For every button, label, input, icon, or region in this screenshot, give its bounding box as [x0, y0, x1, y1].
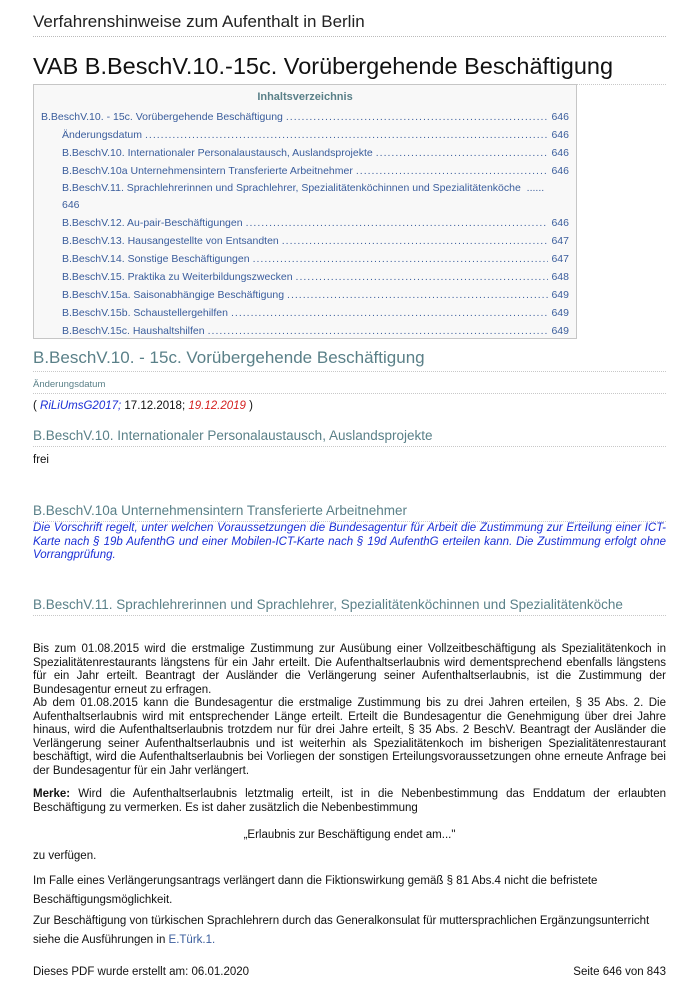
toc-entry[interactable]: [41, 322, 569, 340]
toc-entry-page: 646: [551, 111, 569, 123]
toc-entry-label: B.BeschV.13. Hausangestellte von Entsandten: [62, 235, 279, 247]
toc-entry[interactable]: [41, 232, 569, 250]
section-heading-10: B.BeschV.10. Internationaler Personalaustausch, Auslandsprojekte: [33, 428, 666, 447]
toc-entry[interactable]: [41, 268, 569, 286]
toc-entry-page: 646: [551, 165, 569, 177]
section-11-fiktion: Im Falle eines Verlängerungsantrags verlängert dann die Fiktionswirkung gemäß § 81 Abs.4 nicht die befristete Beschäftigungsmöglichkeit.: [33, 875, 598, 906]
running-header: Verfahrenshinweise zum Aufenthalt in Berlin: [33, 12, 666, 37]
toc-entry-dots: ......: [526, 182, 545, 194]
toc-entry-page: 648: [551, 271, 569, 283]
toc-entry-label: B.BeschV.15. Praktika zu Weiterbildungszwecken: [62, 271, 293, 283]
toc-entry[interactable]: [41, 144, 569, 162]
ref-rilisumsg[interactable]: RiLiUmsG2017;: [40, 400, 122, 412]
section-10-body: frei: [33, 454, 49, 466]
quote-line: „Erlaubnis zur Beschäftigung endet am...": [243, 829, 456, 841]
toc-entry[interactable]: [41, 304, 569, 322]
toc-entry[interactable]: [41, 126, 569, 144]
toc-entry-page: 646: [551, 147, 569, 159]
toc-entry-page: 649: [551, 307, 569, 319]
section-heading-main: B.BeschV.10. - 15c. Vorübergehende Beschäftigung: [33, 348, 666, 372]
toc-entry[interactable]: [41, 214, 569, 232]
aenderungsdatum-line: ( RiLiUmsG2017; 17.12.2018; 19.12.2019 ): [33, 400, 253, 412]
footer-created: Dieses PDF wurde erstellt am: 06.01.2020: [33, 966, 250, 978]
toc-entry[interactable]: [41, 286, 569, 304]
table-of-contents: [33, 84, 577, 339]
toc-heading: Inhaltsverzeichnis: [257, 91, 353, 103]
toc-entry-page: 646: [62, 199, 80, 211]
toc-entry-label: B.BeschV.10. Internationaler Personalaustausch, Auslandsprojekte: [62, 147, 373, 159]
toc-entry-label: B.BeschV.12. Au-pair-Beschäftigungen: [62, 217, 243, 229]
link-e-tuerk-1[interactable]: E.Türk.1.: [168, 934, 216, 946]
toc-entry-label: Änderungsdatum: [62, 129, 142, 141]
toc-entry-page: 647: [551, 235, 569, 247]
toc-entry-page: 649: [551, 289, 569, 301]
toc-entry-label: B.BeschV.10. - 15c. Vorübergehende Beschäftigung: [41, 111, 283, 123]
section-11-para2: Ab dem 01.08.2015 kann die Bundesagentur die erstmalige Zustimmung bis zu drei Jahren erteilen, § 35 Abs. 2. Die Aufenthaltserlaubnis wird mit entsprechender Länge erteilt. Erteilt die Bundesagentur die Genehmigung über drei Jahre hinaus, wird die Aufenthaltserlaubnis trotzdem nur für drei Jahre erteilt, § 35 Abs. 2 BeschV. Beantragt der Ausländer die Verlängerung seiner Aufenthaltserlaubnis und ist weiterhin als Spezialitätenkoch im bisherigen Spezialitätenrestaurant beschäftigt, wird die Aufenthaltserlaubnis bei Vorliegen der sonstigen Erteilungsvoraussetzungen ohne erneute Anfrage bei der Bundesagentur für ein Jahr verlängert.: [33, 697, 666, 777]
toc-entry-label: B.BeschV.14. Sonstige Beschäftigungen: [62, 253, 250, 265]
toc-entry-page: 646: [551, 129, 569, 141]
toc-entry-page: 647: [551, 253, 569, 265]
toc-entry-page: 649: [551, 325, 569, 337]
toc-entry-page: 646: [551, 217, 569, 229]
section-heading-11: B.BeschV.11. Sprachlehrerinnen und Sprachlehrer, Spezialitätenköchinnen und Spezialitätenköche: [33, 597, 666, 616]
footer-page-number: Seite 646 von 843: [573, 966, 666, 978]
section-11-tuerk: Zur Beschäftigung von türkischen Sprachlehrern durch das Generalkonsulat für muttersprachlichen Ergänzungsunterricht siehe die Ausführungen in E.Türk.1.: [33, 915, 650, 946]
merke-note: Merke: Wird die Aufenthaltserlaubnis letztmalig erteilt, ist in die Nebenbestimmung das Enddatum der erlaubten Beschäftigung zu vermerken. Es ist daher zusätzlich die Nebenbestimmung: [33, 788, 666, 814]
after-quote: zu verfügen.: [33, 850, 97, 862]
toc-entry[interactable]: [41, 108, 569, 126]
latest-change-date: 19.12.2019: [188, 400, 246, 412]
toc-entry-label: B.BeschV.11. Sprachlehrerinnen und Sprachlehrer, Spezialitätenköchinnen und Spezialitätenköche: [62, 182, 521, 194]
section-heading-aenderungsdatum: Änderungsdatum: [33, 379, 666, 394]
page-footer: [33, 966, 666, 978]
merke-label: Merke:: [33, 788, 71, 800]
section-10a-body: Die Vorschrift regelt, unter welchen Voraussetzungen die Bundesagentur für Arbeit die Zustimmung zur Erteilung einer ICT-Karte nach § 19b AufenthG und einer Mobilen-ICT-Karte nach § 19d AufenthG erteilen kann. Die Zustimmung erfolgt ohne Vorrangprüfung.: [33, 522, 666, 561]
toc-entry[interactable]: [41, 180, 569, 214]
section-11-para1: Bis zum 01.08.2015 wird die erstmalige Zustimmung zur Ausübung einer Vollzeitbeschäftigung als Spezialitätenkoch in Spezialitätenrestaurants längstens für ein Jahr erteilt. Die Aufenthaltserlaubnis wird dementsprechend ebenfalls längstens für ein Jahr erteilt. Beantragt der Ausländer die Verlängerung seiner Aufenthaltserlaubnis, ist die Zustimmung der Bundesagentur erneut zu erfragen.: [33, 643, 666, 696]
toc-entry[interactable]: [41, 250, 569, 268]
section-heading-10a: B.BeschV.10a Unternehmensintern Transferierte Arbeitnehmer: [33, 503, 666, 522]
toc-entry-label: B.BeschV.10a Unternehmensintern Transferierte Arbeitnehmer: [62, 165, 353, 177]
toc-entry-label: B.BeschV.15b. Schaustellergehilfen: [62, 307, 228, 319]
toc-entry-label: B.BeschV.15c. Haushaltshilfen: [62, 325, 205, 337]
toc-entry-label: B.BeschV.15a. Saisonabhängige Beschäftigung: [62, 289, 285, 301]
toc-entry[interactable]: [41, 162, 569, 180]
document-title: VAB B.BeschV.10.-15c. Vorübergehende Beschäftigung: [33, 53, 666, 85]
